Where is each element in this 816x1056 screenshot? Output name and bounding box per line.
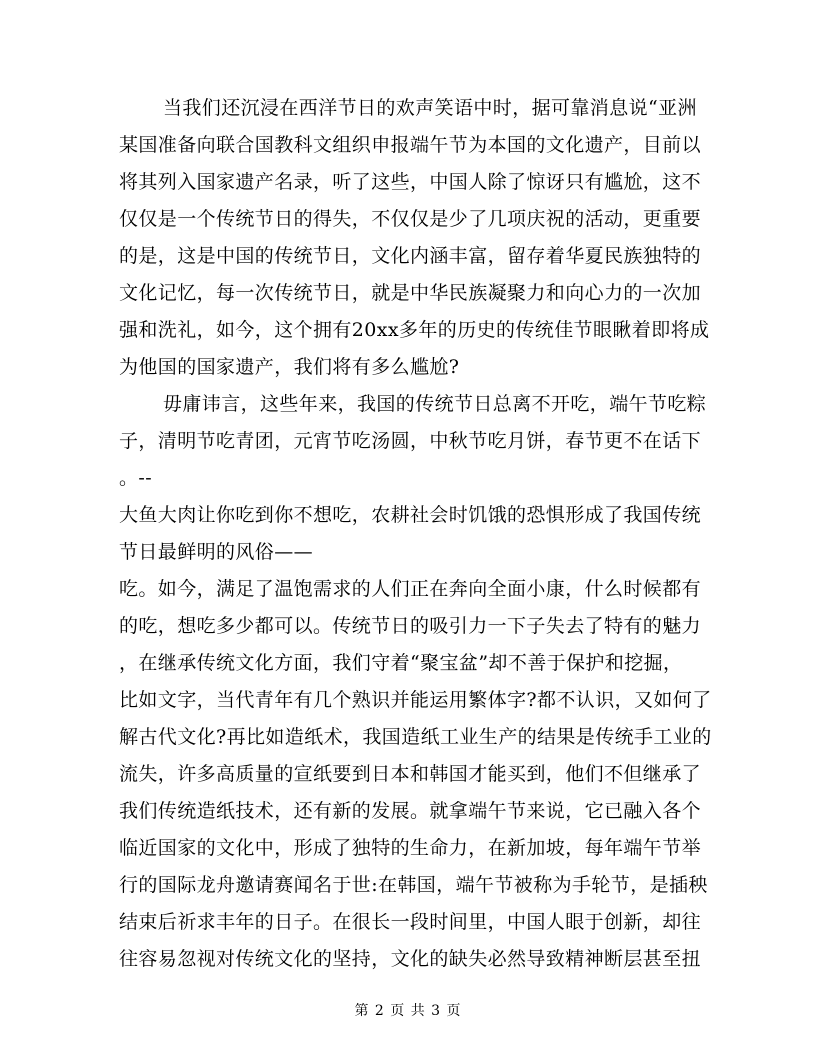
text-line: 将其列入国家遗产名录，听了这些，中国人除了惊讶只有尴尬，这不	[119, 171, 702, 193]
text-line: 行的国际龙舟邀请赛闻名于世:在韩国，端午节被称为手轮节，是插秧	[119, 874, 708, 896]
text-line: 强和洗礼，如今，这个拥有20xx多年的历史的传统佳节眼瞅着即将成	[119, 319, 710, 341]
text-line: 结束后祈求丰年的日子。在很长一段时间里，中国人眼于创新，却往	[119, 911, 702, 933]
page-number-footer: 第 2 页 共 3 页	[354, 1003, 462, 1019]
text-line: 节日最鲜明的风俗——	[119, 541, 314, 563]
text-line: 为他国的国家遗产，我们将有多么尴尬?	[119, 356, 460, 378]
text-line: 毋庸讳言，这些年来，我国的传统节日总离不开吃，端午节吃粽	[163, 393, 707, 415]
text-line: 临近国家的文化中，形成了独特的生命力，在新加坡，每年端午节举	[119, 837, 702, 859]
text-line: 当我们还沉浸在西洋节日的欢声笑语中时，据可靠消息说“亚洲	[163, 97, 697, 119]
text-line: 往容易忽视对传统文化的坚持，文化的缺失必然导致精神断层甚至扭	[119, 948, 702, 970]
text-line: 的是，这是中国的传统节日，文化内涵丰富，留存着华夏民族独特的	[119, 245, 702, 267]
text-line: 子，清明节吃青团，元宵节吃汤圆，中秋节吃月饼，春节更不在话下	[119, 430, 702, 452]
text-line: 吃。如今，满足了温饱需求的人们正在奔向全面小康，什么时候都有	[119, 578, 702, 600]
text-line: 某国准备向联合国教科文组织申报端午节为本国的文化遗产，目前以	[119, 134, 702, 156]
text-line: 比如文字，当代青年有几个熟识并能运用繁体字?都不认识，又如何了	[119, 689, 712, 711]
text-line: 流失，许多高质量的宣纸要到日本和韩国才能买到，他们不但继承了	[119, 763, 702, 785]
text-line: 仅仅是一个传统节日的得失，不仅仅是少了几项庆祝的活动，更重要	[119, 208, 702, 230]
text-line: 我们传统造纸技术，还有新的发展。就拿端午节来说，它已融入各个	[119, 800, 702, 822]
text-line: 解古代文化?再比如造纸术，我国造纸工业生产的结果是传统手工业的	[119, 726, 712, 748]
body-text	[119, 90, 712, 978]
text-line: 文化记忆，每一次传统节日，就是中华民族凝聚力和向心力的一次加	[119, 282, 702, 304]
text-line: 。--	[119, 467, 153, 489]
text-line: ，在继承传统文化方面，我们守着“聚宝盆”却不善于保护和挖掘，	[119, 652, 683, 674]
text-line: 大鱼大肉让你吃到你不想吃，农耕社会时饥饿的恐惧形成了我国传统	[119, 504, 702, 526]
text-line: 的吃，想吃多少都可以。传统节日的吸引力一下子失去了特有的魅力	[119, 615, 702, 637]
